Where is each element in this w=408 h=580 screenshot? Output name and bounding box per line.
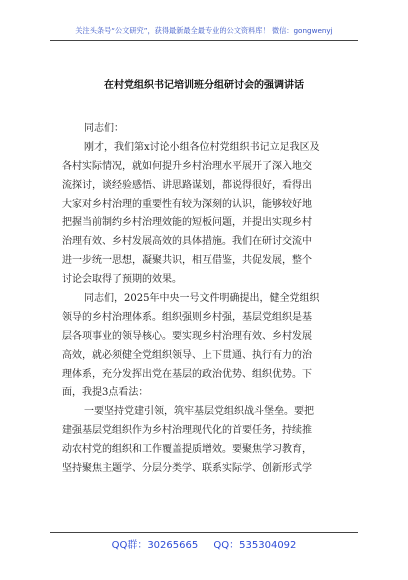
paragraph-line: 一要坚持党建引领，筑牢基层党组织战斗堡垒。要把 bbox=[84, 406, 314, 418]
paragraph-line: 各村实际情况，就如何提升乡村治理水平展开了深入地交 bbox=[62, 160, 312, 172]
paragraph-line: 坚持聚焦主题学、分层分类学、联系实际学、创新形式学 bbox=[62, 463, 312, 475]
paragraph-line: 讨论会取得了预期的效果。 bbox=[62, 274, 182, 286]
header-divider bbox=[50, 40, 358, 41]
paragraph-line: 高效，就必须健全党组织领导、上下贯通、执行有力的治 bbox=[62, 349, 312, 361]
paragraph-line: 面，我提3点看法： bbox=[62, 387, 149, 399]
paragraph-line: 刚才，我们第x讨论小组各位村党组织书记立足我区及 bbox=[84, 141, 320, 153]
paragraph-line: 流探讨，谈经验感悟、讲思路谋划，都说得很好，看得出 bbox=[62, 179, 312, 191]
qq-group-text: QQ群：30265665 bbox=[111, 540, 199, 551]
promo-header: 关注头条号“公文研究”，获得最新最全最专业的公文资料库！ 微信：gongwenyj bbox=[75, 26, 333, 35]
paragraph-line: 领导的乡村治理体系。组织强则乡村强，基层党组织是基 bbox=[62, 311, 312, 323]
contact-footer bbox=[0, 536, 408, 551]
document-body bbox=[62, 120, 350, 479]
paragraph-line: 同志们： bbox=[84, 123, 124, 134]
footer-divider bbox=[50, 532, 358, 533]
paragraph-line: 进一步统一思想，凝聚共识，相互借鉴，共促发展，整个 bbox=[62, 255, 312, 267]
paragraph-line: 把握当前制约乡村治理效能的短板问题，并提出实现乡村 bbox=[62, 217, 312, 229]
paragraph-line: 治理有效、乡村发展高效的具体措施。我们在研讨交流中 bbox=[62, 236, 312, 248]
paragraph-line: 层各项事业的领导核心。要实现乡村治理有效、乡村发展 bbox=[62, 330, 312, 342]
paragraph-line: 理体系，充分发挥出党在基层的政治优势、组织优势。下 bbox=[62, 368, 312, 380]
paragraph-line: 动农村党的组织和工作覆盖提质增效。要聚焦学习教育， bbox=[62, 444, 312, 456]
document-title: 在村党组织书记培训班分组研讨会的强调讲话 bbox=[104, 80, 304, 91]
qq-contact-text: QQ：535304092 bbox=[213, 540, 297, 551]
paragraph-line: 大家对乡村治理的重要性有较为深刻的认识，能够较好地 bbox=[62, 198, 312, 210]
paragraph-line: 同志们，2025年中央一号文件明确提出，健全党组织 bbox=[84, 293, 320, 305]
paragraph-line: 建强基层党组织作为乡村治理现代化的首要任务，持续推 bbox=[62, 425, 312, 437]
